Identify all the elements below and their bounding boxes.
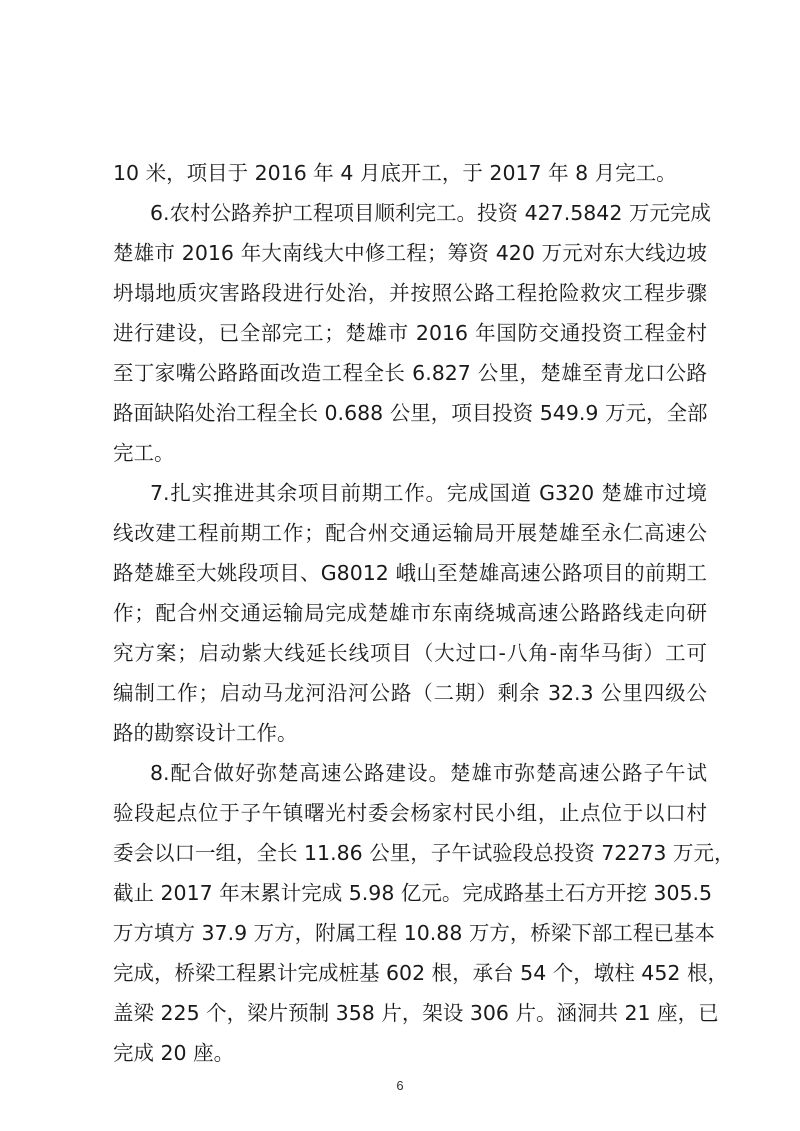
- text-line: 楚雄市 2016 年大南线大中修工程；筹资 420 万元对东大线边坡: [113, 241, 707, 265]
- text-line: 万方填方 37.9 万方，附属工程 10.88 万方，桥梁下部工程已基本: [113, 921, 715, 945]
- text-line: 10 米，项目于 2016 年 4 月底开工，于 2017 年 8 月完工。: [113, 161, 677, 185]
- text-line: 路楚雄至大姚段项目、G8012 峨山至楚雄高速公路项目的前期工: [113, 561, 707, 585]
- text-line: 委会以口一组，全长 11.86 公里，子午试验段总投资 72273 万元，: [113, 841, 735, 865]
- text-line: 完成 20 座。: [113, 1041, 235, 1065]
- text-line: 路的勘察设计工作。: [113, 721, 298, 745]
- text-line: 路面缺陷处治工程全长 0.688 公里，项目投资 549.9 万元，全部: [113, 401, 708, 425]
- text-line: 编制工作；启动马龙河沿河公路（二期）剩余 32.3 公里四级公: [113, 681, 707, 705]
- text-line: 线改建工程前期工作；配合州交通运输局开展楚雄至永仁高速公: [113, 521, 707, 545]
- text-line: 究方案；启动紫大线延长线项目（大过口-八角-南华马街）工可: [113, 641, 707, 665]
- text-line: 截止 2017 年末累计完成 5.98 亿元。完成路基土石方开挖 305.5: [113, 881, 713, 905]
- text-line: 至丁家嘴公路路面改造工程全长 6.827 公里，楚雄至青龙口公路: [113, 361, 707, 385]
- text-line: 坍塌地质灾害路段进行处治，并按照公路工程抢险救灾工程步骤: [113, 281, 707, 305]
- text-line: 作；配合州交通运输局完成楚雄市东南绕城高速公路路线走向研: [113, 601, 707, 625]
- text-line: 完工。: [113, 441, 175, 465]
- text-line: 验段起点位于子午镇曙光村委会杨家村民小组，止点位于以口村: [113, 801, 707, 825]
- section-7-heading-line: 7.扎实推进其余项目前期工作。完成国道 G320 楚雄市过境: [150, 481, 707, 505]
- page-number: 6: [396, 1078, 404, 1093]
- section-6-heading-line: 6.农村公路养护工程项目顺利完工。投资 427.5842 万元完成: [150, 201, 711, 225]
- text-line: 完成，桥梁工程累计完成桩基 602 根，承台 54 个，墩柱 452 根，: [113, 961, 728, 985]
- text-line: 进行建设，已全部完工；楚雄市 2016 年国防交通投资工程金村: [113, 321, 707, 345]
- section-8-heading-line: 8.配合做好弥楚高速公路建设。楚雄市弥楚高速公路子午试: [150, 761, 707, 785]
- text-line: 盖梁 225 个，梁片预制 358 片，架设 306 片。涵洞共 21 座，已: [113, 1001, 719, 1025]
